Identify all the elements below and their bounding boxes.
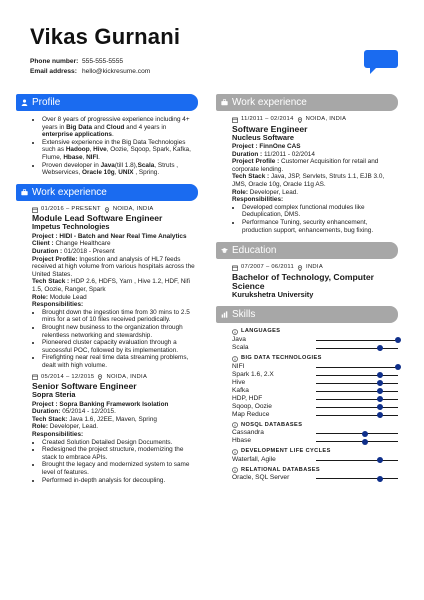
job-field — [32, 294, 198, 302]
profile-keyword: Hive — [93, 146, 107, 154]
skill-level-dot — [377, 396, 383, 402]
job-field — [232, 173, 398, 188]
job-field-value: Ingestion and analysis of HL7 feeds received at high volume from various hospitals across the United States. — [32, 255, 195, 278]
job-entry — [32, 206, 198, 370]
job-title: Software Engineer — [232, 123, 308, 134]
job-field-value: 05/2014 - 12/2015. — [62, 408, 116, 416]
profile-text: Proven developer in — [42, 161, 101, 169]
responsibility-item: • Firefighting near real time data streaming problems, dealt with high volume. — [42, 354, 198, 369]
profile-keyword: Cloud — [106, 123, 125, 131]
job-field — [232, 158, 398, 173]
job-field-label: Role: — [32, 293, 50, 301]
skill-bar — [316, 340, 398, 341]
responsibilities-list — [32, 439, 198, 485]
profile-text: Over 8 years of progressive experience including 4+ years in — [42, 116, 190, 131]
work-left-section-header — [16, 184, 198, 201]
job-field — [232, 189, 398, 197]
skill-label: NIFI — [232, 362, 245, 370]
calendar-icon — [232, 265, 238, 271]
job-field-label: Duration : — [232, 150, 264, 158]
skill-bar — [316, 478, 398, 479]
profile-heading: Profile — [32, 97, 61, 108]
responsibility-item: • Pioneered cluster capacity evaluation through a successful POC, followed by its implementation. — [42, 339, 198, 354]
profile-keyword: Hbase — [63, 153, 83, 161]
skill-category-name: DEVELOPMENT LIFE CYCLES — [241, 448, 331, 455]
job-field-value: 01/2018 - Present — [63, 248, 115, 256]
job-field-label: Project : — [232, 143, 260, 151]
job-field-label: Duration: — [32, 408, 63, 416]
job-field-value: Developer, Lead. — [249, 188, 299, 196]
profile-text: (till 1.8), — [114, 161, 138, 169]
skill-row — [232, 371, 398, 379]
skill-label: Map Reduce — [232, 410, 270, 418]
skill-bar — [316, 391, 398, 392]
right-column — [216, 94, 398, 482]
work-right-body — [216, 116, 398, 234]
skill-category — [232, 328, 398, 336]
calendar-icon — [32, 207, 38, 213]
job-meta — [232, 116, 398, 124]
job-field — [32, 278, 198, 293]
responsibility-item: • Redesigned the project structure, modernizing the stack to embrace APIs. — [42, 446, 198, 461]
responsibility-item: • Developed complex functional modules like Deduplication, DMS. — [242, 204, 398, 219]
responsibility-item: • Created Solution Detailed Design Documents. — [42, 439, 198, 447]
skill-row — [232, 429, 398, 437]
skill-row — [232, 379, 398, 387]
education-section-header — [216, 242, 398, 259]
skill-level-dot — [377, 476, 383, 482]
job-location: NOIDA, INDIA — [106, 373, 148, 380]
job-meta — [32, 374, 198, 382]
skill-category — [232, 422, 398, 430]
job-field — [232, 143, 398, 151]
job-field-value: HIDI - Batch and Near Real Time Analytics — [59, 232, 187, 240]
skill-level-dot — [377, 404, 383, 410]
skill-level-dot — [377, 412, 383, 418]
skill-label: Scala — [232, 343, 249, 351]
skill-row — [232, 344, 398, 352]
job-location: NOIDA, INDIA — [112, 205, 154, 212]
skill-bar — [316, 367, 398, 368]
profile-list — [32, 116, 198, 177]
skill-label: Sqoop, Oozie — [232, 402, 272, 410]
responsibilities-heading: Responsibilities: — [32, 431, 84, 438]
education-school: Kurukshetra University — [232, 289, 314, 299]
skills-heading: Skills — [232, 309, 256, 321]
skills-section-header — [216, 306, 398, 323]
skill-category-name: LANGUAGES — [241, 328, 281, 335]
job-title: Senior Software Engineer — [32, 381, 137, 392]
profile-text: , Oozie, Sqoop, Spark, Kafka, Flume, — [42, 146, 191, 161]
job-dates: 11/2011 – 02/2014 — [241, 116, 294, 122]
job-field-label: Project Profile: — [32, 255, 80, 263]
info-icon — [232, 422, 238, 428]
profile-keyword: Hadoop — [65, 146, 90, 154]
skill-bar — [316, 383, 398, 384]
skill-label: Spark 1.6, 2.X — [232, 370, 274, 378]
job-field-value: HDP 2.6, HDFS, Yarn , Hive 1.2, HDF, Nifi 1.5, Oozie, Ranger, Spark — [32, 278, 190, 293]
skill-category — [232, 467, 398, 475]
job-field-label: Role: — [232, 188, 250, 196]
skill-bar — [316, 415, 398, 416]
skill-row — [232, 395, 398, 403]
skills-body — [216, 328, 398, 482]
job-field-label: Project : — [32, 232, 60, 240]
skill-level-dot — [362, 431, 368, 437]
job-field-value: 11/2011 - 02/2014 — [263, 150, 315, 158]
user-icon — [21, 99, 28, 106]
responsibility-item: • Brought the legacy and modernized system to same level of features. — [42, 461, 198, 476]
profile-item — [42, 116, 198, 139]
profile-keyword: Oracle 10g — [82, 169, 115, 177]
job-entry — [32, 374, 198, 485]
job-field-label: Client : — [32, 240, 56, 248]
left-column — [16, 94, 198, 484]
graduation-cap-icon — [221, 247, 228, 254]
profile-item — [42, 162, 198, 177]
job-field — [32, 233, 198, 241]
job-field — [32, 240, 198, 248]
job-field — [32, 408, 198, 416]
responsibility-item: • Performance Tuning, security enhancement, production support, enhancements, bug fixing. — [242, 219, 398, 234]
profile-text: , — [114, 169, 119, 177]
responsibilities-label — [232, 196, 398, 204]
job-field-value: Sopra Banking Framework Isolation — [59, 400, 169, 408]
briefcase-icon — [221, 99, 228, 106]
responsibility-item: • Brought new business to the organization through relentless networking and stewardship. — [42, 324, 198, 339]
skill-label: Java — [232, 335, 246, 343]
skill-level-dot — [395, 364, 401, 370]
work-right-heading: Work experience — [232, 97, 307, 108]
job-field-label: Role: — [32, 423, 50, 431]
skill-bar — [316, 433, 398, 434]
job-field — [32, 248, 198, 256]
calendar-icon — [232, 117, 238, 123]
job-field-label: Project : — [32, 400, 60, 408]
job-field — [32, 423, 198, 431]
education-heading: Education — [232, 245, 277, 257]
education-degree: Bachelor of Technology, Computer Science — [232, 271, 374, 291]
skills-bars-icon — [221, 311, 228, 318]
work-right-section-header — [216, 94, 398, 111]
info-icon — [232, 449, 238, 455]
job-location: NOIDA, INDIA — [305, 116, 347, 122]
profile-text: and — [92, 123, 107, 131]
job-dates: 05/2014 – 12/2015 — [41, 373, 95, 380]
skill-level-dot — [377, 372, 383, 378]
skill-level-dot — [362, 439, 368, 445]
profile-text: , — [82, 153, 87, 161]
briefcase-icon — [21, 189, 28, 196]
email-label: Email address: — [30, 68, 77, 75]
job-field-value: FinnOne CAS — [259, 143, 301, 151]
profile-body — [16, 116, 198, 177]
job-field-label: Tech Stack : — [32, 278, 71, 286]
skill-level-dot — [377, 457, 383, 463]
skill-level-dot — [377, 345, 383, 351]
job-field-value: Java, JSP, Servlets, Struts 1.1, EJB 3.0, JMS, Oracle 10g, Oracle 11g AS. — [232, 173, 385, 189]
skill-label: Cassandra — [232, 429, 264, 437]
profile-keyword: Scala — [137, 161, 155, 169]
skill-row — [232, 387, 398, 395]
job-field-value: Module Lead — [49, 293, 87, 301]
profile-section-header — [16, 94, 198, 111]
skill-category-name: NOSQL DATABASES — [241, 421, 303, 428]
skill-bar — [316, 460, 398, 461]
profile-item — [42, 139, 198, 162]
responsibilities-heading: Responsibilities: — [32, 301, 84, 309]
skill-level-dot — [377, 380, 383, 386]
job-company: Sopra Steria — [32, 390, 76, 400]
job-field-value: Developer, Lead. — [49, 423, 99, 431]
calendar-icon — [32, 374, 38, 380]
skill-label: HDP, HDF — [232, 394, 263, 402]
skill-category — [232, 355, 398, 363]
skill-label: Kafka — [232, 386, 249, 394]
job-field-value: Change Healthcare — [55, 240, 111, 248]
contact-block — [30, 57, 150, 77]
phone-label: Phone number: — [30, 58, 79, 65]
skill-row — [232, 474, 398, 482]
profile-text: . — [98, 153, 100, 161]
location-pin-icon — [297, 117, 303, 123]
job-field — [32, 256, 198, 279]
skill-bar — [316, 407, 398, 408]
job-company: Nucleus Software — [232, 132, 295, 142]
profile-text: , Spring. — [133, 169, 160, 177]
work-left-body — [16, 206, 198, 484]
skill-row — [232, 363, 398, 371]
skill-row — [232, 403, 398, 411]
skill-label: Hbase — [232, 437, 252, 445]
skill-label: Waterfall, Agile — [232, 455, 276, 463]
skill-level-dot — [395, 337, 401, 343]
profile-text: , — [89, 146, 94, 154]
responsibility-item: • Performed in-depth analysis for decoupling. — [42, 477, 198, 485]
location-pin-icon — [97, 374, 103, 380]
profile-keyword: Java — [100, 161, 115, 169]
profile-keyword: UNIX — [118, 169, 134, 177]
responsibilities-heading: Responsibilities: — [232, 196, 284, 204]
job-field-label: Tech Stack: — [32, 415, 70, 423]
job-field-label: Project Profile : — [232, 158, 282, 166]
job-field-label: Tech Stack : — [232, 173, 271, 181]
info-icon — [232, 356, 238, 362]
skill-bar — [316, 348, 398, 349]
skill-bar — [316, 441, 398, 442]
profile-text: Extensive experience in the Big Data Technologies such as — [42, 138, 186, 154]
job-field — [32, 401, 198, 409]
skill-category — [232, 448, 398, 456]
skill-label: Hive — [232, 378, 246, 386]
education-meta — [232, 264, 398, 272]
profile-text: and 4 years in — [124, 123, 167, 131]
location-pin-icon — [104, 207, 110, 213]
profile-keyword: NIFI — [86, 153, 99, 161]
job-field — [232, 151, 398, 159]
job-meta — [32, 206, 198, 214]
skill-row — [232, 411, 398, 419]
skill-category-name: RELATIONAL DATABASES — [241, 466, 321, 473]
job-title: Module Lead Software Engineer — [32, 213, 163, 224]
chat-bubble-icon — [364, 50, 398, 68]
profile-text: , Struts , Webservices, — [42, 161, 179, 177]
job-field-value: Customer Acquisition for retail and corporate lending. — [232, 158, 379, 173]
skill-row — [232, 437, 398, 445]
skill-row — [232, 336, 398, 344]
skill-bar — [316, 399, 398, 400]
job-dates: 01/2016 – PRESENT — [41, 205, 101, 212]
skill-level-dot — [377, 388, 383, 394]
email-value: hello@kickresume.com — [82, 68, 151, 75]
education-dates: 07/2007 – 06/2011 — [241, 264, 295, 271]
skill-category-name: BIG DATA TECHNOLOGIES — [241, 354, 322, 361]
skill-bar — [316, 375, 398, 376]
phone-value: 555-555-5555 — [82, 58, 124, 65]
profile-keyword: enterprise applications — [42, 131, 112, 139]
job-field-value: Java 1.6, J2EE, Maven, Spring — [69, 415, 157, 423]
responsibilities-label — [32, 301, 198, 309]
education-body — [216, 264, 398, 299]
work-left-heading: Work experience — [32, 186, 107, 198]
job-company: Impetus Technologies — [32, 222, 110, 232]
skill-label: Oracle, SQL Server — [232, 474, 290, 482]
info-icon — [232, 467, 238, 473]
candidate-name: Vikas Gurnani — [30, 24, 181, 49]
profile-text: . — [111, 131, 114, 139]
job-entry — [232, 116, 398, 234]
responsibility-item: • Brought down the ingestion time from 30 mins to 2.5 mins for a set of 10 files received periodically. — [42, 309, 198, 324]
education-location: INDIA — [306, 264, 323, 271]
responsibilities-label — [32, 431, 198, 439]
profile-keyword: Big Data — [66, 123, 93, 131]
skill-row — [232, 456, 398, 464]
job-field — [32, 416, 198, 424]
job-field-label: Duration : — [32, 248, 64, 256]
location-pin-icon — [297, 265, 303, 271]
responsibilities-list — [232, 204, 398, 234]
info-icon — [232, 329, 238, 335]
responsibilities-list — [32, 309, 198, 370]
